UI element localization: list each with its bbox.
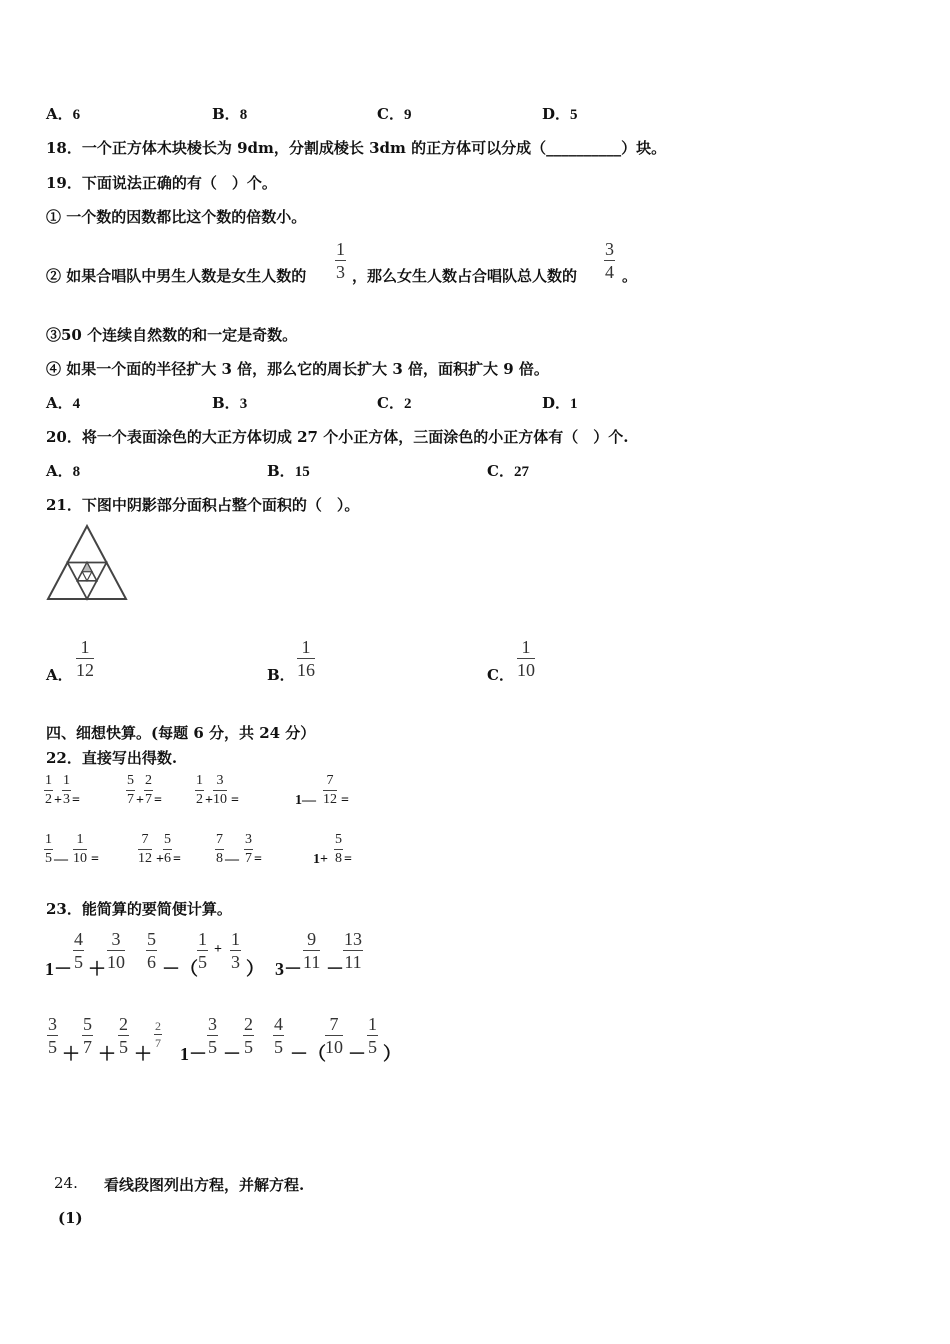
fraction: 5 7 <box>127 773 134 807</box>
lead-term: 1+ <box>313 852 328 867</box>
operator: + <box>156 852 164 867</box>
q19-option-b: B．3 <box>212 394 248 412</box>
operator: + <box>205 793 213 808</box>
fraction: 5 6 <box>147 929 156 972</box>
fraction: 2 5 <box>244 1014 253 1057</box>
q21-option-a-label: A． <box>46 666 73 684</box>
operator: — <box>225 852 239 867</box>
fraction: 1 3 <box>231 929 240 972</box>
q17-option-c: C．9 <box>377 105 412 123</box>
fraction: 4 5 <box>274 1014 283 1057</box>
q24-stem: 看线段图列出方程，并解方程. <box>104 1176 305 1194</box>
equals-sign: = <box>91 852 99 867</box>
q22-stem: 22．直接写出得数. <box>46 749 178 767</box>
equals-sign: = <box>173 852 181 867</box>
q21-option-b-label: B． <box>267 666 295 684</box>
fraction: 1 10 <box>73 832 87 866</box>
equals-sign: = <box>231 793 239 808</box>
fraction: 1 5 <box>198 929 207 972</box>
q21-stem: 21．下图中阴影部分面积占整个面积的（ ）。 <box>46 496 360 514</box>
fraction: 7 12 <box>138 832 152 866</box>
q19-stem: 19．下面说法正确的有（ ）个。 <box>46 174 277 192</box>
q19-statement-2-part1: ② 如果合唱队中男生人数是女生人数的 <box>46 267 307 285</box>
q24-number: 24. <box>54 1174 78 1192</box>
fraction: 1 3 <box>63 773 70 807</box>
operator: － <box>348 1044 366 1064</box>
q19-statement-2-part3: 。 <box>622 267 638 285</box>
close-paren: ） <box>383 1044 401 1064</box>
fraction: 3 7 <box>245 832 252 866</box>
q17-option-b: B．8 <box>212 105 248 123</box>
q20-option-b: B．15 <box>267 462 310 480</box>
fraction: 1 5 <box>368 1014 377 1057</box>
q17-option-d: D．5 <box>542 105 578 123</box>
equals-sign: = <box>154 793 162 808</box>
operator: － <box>326 959 344 979</box>
q19-statement-3: ③50 个连续自然数的和一定是奇数。 <box>46 326 298 344</box>
equals-sign: = <box>341 793 349 808</box>
fraction: 1 2 <box>196 773 203 807</box>
fraction: 1 5 <box>45 832 52 866</box>
operator: ＋ <box>98 1044 116 1064</box>
fraction: 1 3 <box>336 239 345 282</box>
fraction: 9 11 <box>303 929 321 972</box>
lead-term: 1— <box>295 793 316 808</box>
fraction: 3 5 <box>208 1014 217 1057</box>
operator: ＋ <box>62 1044 80 1064</box>
nested-triangle-figure <box>44 522 130 604</box>
q23-stem: 23．能简算的要简便计算。 <box>46 900 232 918</box>
fraction: 1 2 <box>45 773 52 807</box>
fraction: 7 8 <box>216 832 223 866</box>
operator: －（ <box>162 959 198 979</box>
equals-sign: = <box>344 852 352 867</box>
lead-term: 1－ <box>180 1044 207 1064</box>
fraction: 7 10 <box>325 1014 343 1057</box>
close-paren: ） <box>246 959 264 979</box>
fraction: 7 12 <box>323 773 337 807</box>
fraction: 1 10 <box>517 637 535 680</box>
q20-option-a: A．8 <box>46 462 81 480</box>
fraction: 1 12 <box>76 637 94 680</box>
q19-option-c: C．2 <box>377 394 412 412</box>
lead-term: 3－ <box>275 959 302 979</box>
equals-sign: = <box>72 793 80 808</box>
operator: — <box>54 852 68 867</box>
q19-option-d: D．1 <box>542 394 578 412</box>
q19-option-a: A．4 <box>46 394 81 412</box>
q19-statement-2-part2: ，那么女生人数占合唱队总人数的 <box>352 267 578 285</box>
operator: + <box>136 793 144 808</box>
q24-subpart-1: (1) <box>58 1209 83 1227</box>
fraction: 4 5 <box>74 929 83 972</box>
operator: ＋ <box>88 959 106 979</box>
q18-stem: 18．一个正方体木块棱长为 9dm，分割成棱长 3dm 的正方体可以分成（__________）块。 <box>46 139 667 157</box>
fraction: 2 5 <box>119 1014 128 1057</box>
q17-option-a: A．6 <box>46 105 81 123</box>
q19-statement-1: ① 一个数的因数都比这个数的倍数小。 <box>46 208 307 226</box>
lead-term: 1－ <box>45 959 72 979</box>
fraction: 3 5 <box>48 1014 57 1057</box>
operator: － <box>223 1044 241 1064</box>
fraction: 2 7 <box>145 773 152 807</box>
operator: －（ <box>290 1044 326 1064</box>
q21-option-c-label: C． <box>487 666 514 684</box>
section-4-title: 四、细想快算。(每题 6 分，共 24 分） <box>46 724 316 742</box>
fraction: 1 16 <box>297 637 315 680</box>
fraction: 3 4 <box>605 239 614 282</box>
operator: + <box>214 942 222 957</box>
fraction: 2 7 <box>155 1019 161 1050</box>
q20-stem: 20．将一个表面涂色的大正方体切成 27 个小正方体，三面涂色的小正方体有（ ）个. <box>46 428 629 446</box>
fraction: 5 6 <box>164 832 171 866</box>
operator: + <box>54 793 62 808</box>
operator: ＋ <box>134 1044 152 1064</box>
equals-sign: = <box>254 852 262 867</box>
fraction: 5 7 <box>83 1014 92 1057</box>
q19-statement-4: ④ 如果一个面的半径扩大 3 倍，那么它的周长扩大 3 倍，面积扩大 9 倍。 <box>46 360 549 378</box>
fraction: 13 11 <box>344 929 362 972</box>
fraction: 3 10 <box>213 773 227 807</box>
q20-option-c: C．27 <box>487 462 529 480</box>
fraction: 3 10 <box>107 929 125 972</box>
fraction: 5 8 <box>335 832 342 866</box>
